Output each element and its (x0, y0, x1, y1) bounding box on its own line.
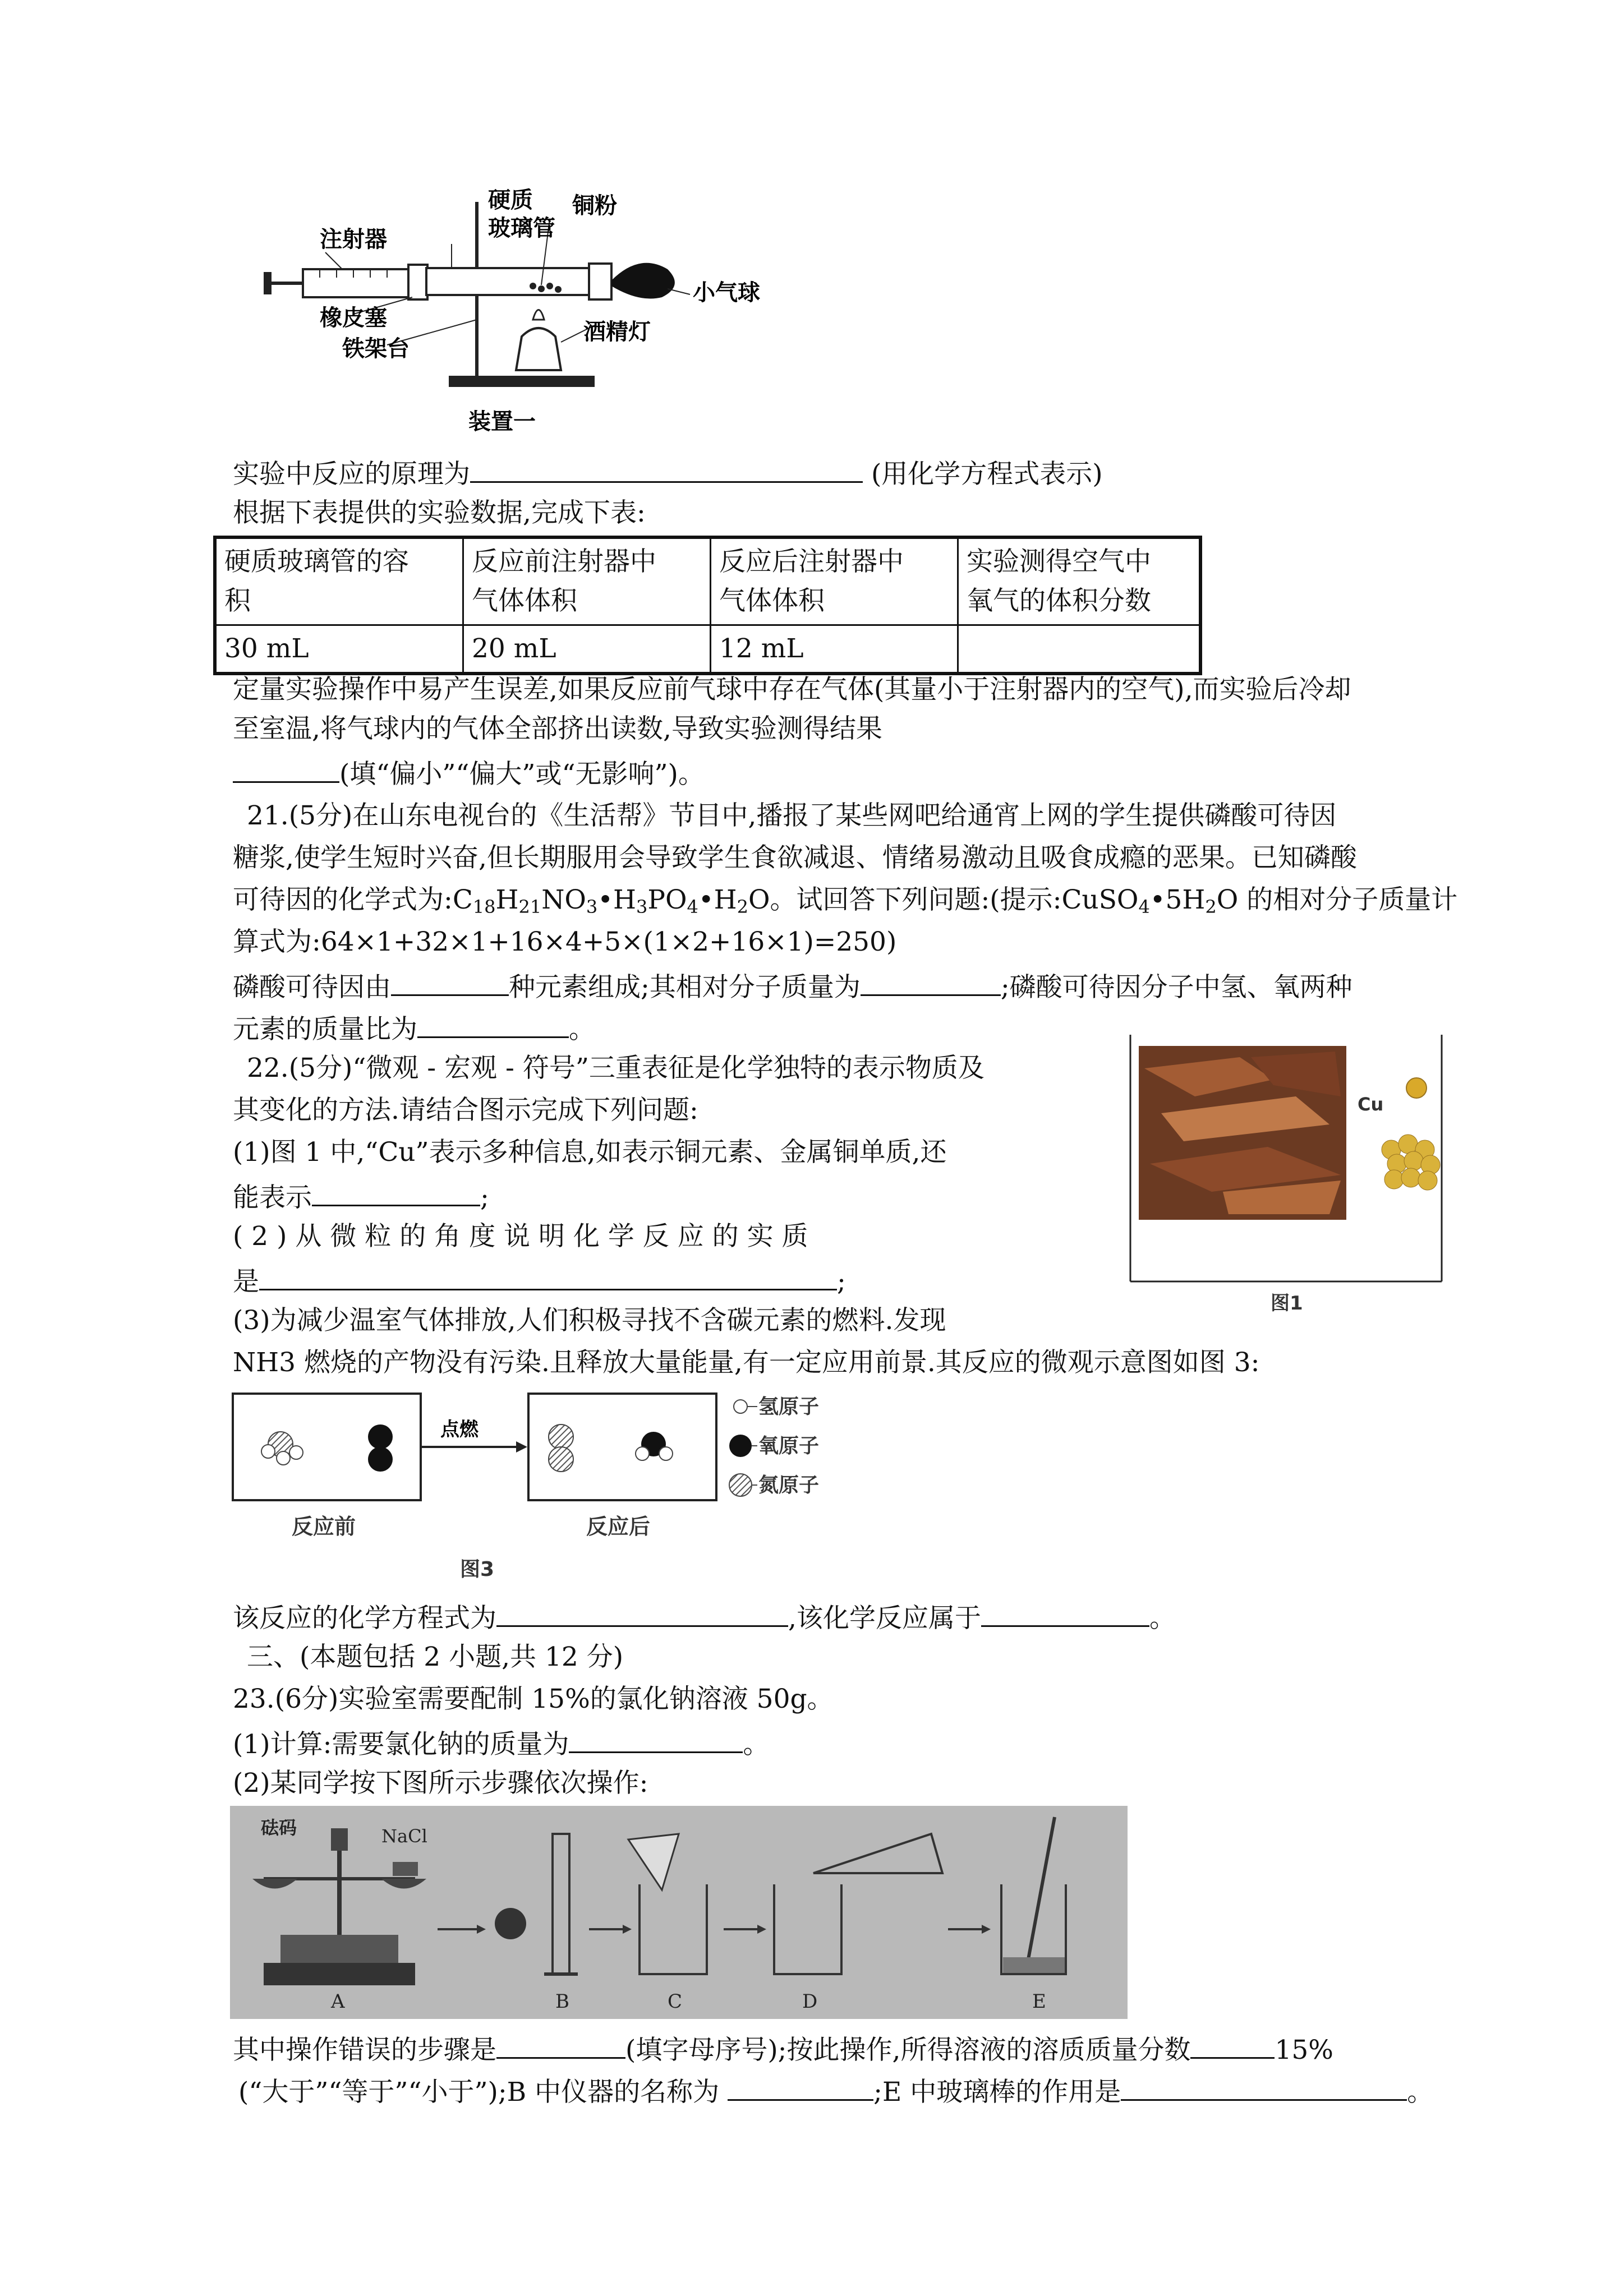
blank-wrong-step[interactable] (496, 2030, 625, 2059)
syringe-barrel (303, 269, 410, 297)
label-nacl: NaCl (381, 1825, 427, 1847)
figure-3-caption: 图3 (460, 1558, 495, 1581)
cu-atom (1406, 1078, 1427, 1098)
blank-equation[interactable] (470, 454, 863, 483)
figure-1-caption: 图1 (1271, 1292, 1303, 1315)
blank-reaction-essence[interactable] (259, 1262, 837, 1290)
q20-table-intro: 根据下表提供的实验数据,完成下表: (233, 497, 646, 528)
q23-line1: 23.(6分)实验室需要配制 15%的氯化钠溶液 50g。 (233, 1684, 834, 1714)
alcohol-lamp (516, 328, 561, 370)
label-stopper: 橡皮塞 (320, 305, 387, 331)
blank-rod-purpose[interactable] (1121, 2072, 1407, 2101)
legend-nitrogen: 氮原子 (758, 1474, 820, 1497)
q22-line4: 能表示 ; (233, 1178, 489, 1215)
table-header-row (215, 537, 1200, 625)
before-box (233, 1394, 421, 1500)
blank-compare[interactable] (1190, 2030, 1275, 2059)
legend-oxygen: 氧原子 (758, 1435, 820, 1458)
q22-line1: 22.(5分)“微观 - 宏观 - 符号”三重表征是化学独特的表示物质及 (247, 1053, 984, 1084)
table-cell: 12 mL (711, 625, 958, 674)
q23-line4: 其中操作错误的步骤是 (填字母序号);按此操作,所得溶液的溶质质量分数 15% (233, 2030, 1333, 2067)
q22-line3: (1)图 1 中,“Cu”表示多种信息,如表示铜元素、金属铜单质,还 (233, 1137, 947, 1168)
q22-line8: NH3 燃烧的产物没有污染.且释放大量能量,有一定应用前景.其反应的微观示意图如图 3: (233, 1347, 1260, 1378)
q20-error-line1: 定量实验操作中易产生误差,如果反应前气球中存在气体(其量小于注射器内的空气),而实验后冷却 (233, 674, 1351, 705)
legend-hydrogen: 氢原子 (758, 1395, 820, 1418)
label-balloon: 小气球 (693, 280, 760, 306)
table-header-cell: 实验测得空气中 氧气的体积分数 (958, 537, 1201, 625)
blank-molecular-mass[interactable] (861, 967, 1001, 996)
q23-line5: (“大于”“等于”“小于”);B 中仪器的名称为 ;E 中玻璃棒的作用是 。 (238, 2072, 1433, 2109)
hard-glass-tube (426, 268, 595, 295)
q22-line9: 该反应的化学方程式为 ,该化学反应属于 。 (233, 1598, 1176, 1635)
cu-atom-cluster (1382, 1135, 1440, 1190)
q21-line3: 可待因的化学式为$:C_{18}H_{21}NO_3•H_3PO_4•H_2O$。试回答下列问题:(提示$:CuSO_4•5H_2O$ 的相对分子质量计 (233, 884, 1458, 918)
blank-instrument-name[interactable] (728, 2072, 873, 2101)
label-hard-tube-1: 硬质 (488, 187, 533, 213)
table-cell: 30 mL (215, 625, 463, 674)
blank-result[interactable] (233, 754, 339, 783)
section-3-title: 三、(本题包括 2 小题,共 12 分) (247, 1642, 624, 1672)
q21-line6: 元素的质量比为 。 (233, 1009, 595, 1046)
q22-line5: ( 2 ) 从 微 粒 的 角 度 说 明 化 学 反 应 的 实 质 (233, 1221, 808, 1252)
figure-3 (230, 1391, 931, 1587)
blank-reaction-type[interactable] (981, 1598, 1149, 1627)
label-cu: Cu (1358, 1094, 1384, 1115)
q23-line2: (1)计算:需要氯化钠的质量为 。 (233, 1725, 769, 1762)
q23-line3: (2)某同学按下图所示步骤依次操作: (233, 1768, 648, 1799)
after-label: 反应后 (586, 1514, 651, 1539)
figure-3-drawing (230, 1391, 931, 1587)
steps-drawing (230, 1806, 1128, 2019)
before-label: 反应前 (292, 1514, 356, 1539)
q20-error-line2: 至室温,将气球内的气体全部挤出读数,导致实验测得结果 (233, 713, 882, 744)
figure-caption-apparatus: 装置一 (468, 409, 536, 435)
q22-line6: 是 ; (233, 1262, 846, 1299)
q20-principle-line: 实验中反应的原理为 (用化学方程式表示) (233, 454, 1103, 491)
q21-line5: 磷酸可待因由 种元素组成;其相对分子质量为 ;磷酸可待因分子中氢、氧两种 (233, 967, 1352, 1004)
data-table (213, 536, 1202, 675)
step-label-d: D (802, 1990, 818, 2013)
q21-line1: 21.(5分)在山东电视台的《生活帮》节目中,播报了某些网吧给通宵上网的学生提供磷酸可待因 (247, 800, 1337, 831)
blank-element-count[interactable] (391, 967, 509, 996)
label-syringe: 注射器 (320, 227, 387, 252)
table-header-cell: 反应后注射器中 气体体积 (711, 537, 958, 625)
step-label-c: C (668, 1990, 683, 2013)
step-label-e: E (1032, 1990, 1046, 2013)
blank-nacl-mass[interactable] (569, 1725, 743, 1753)
label-weights: 砝码 (261, 1817, 297, 1838)
table-header-cell: 反应前注射器中 气体体积 (463, 537, 711, 625)
stand-base (449, 376, 595, 387)
stopper (408, 265, 427, 299)
apparatus-drawing (258, 185, 819, 443)
blank-mass-ratio[interactable] (417, 1009, 569, 1038)
label-copper-powder: 铜粉 (572, 193, 617, 219)
balloon (611, 263, 675, 299)
step-label-a: A (331, 1990, 345, 2013)
blank-equation-nh3[interactable] (496, 1598, 788, 1627)
q21-line4: 算式为:64×1+32×1+16×4+5×(1×2+16×1)=250) (233, 926, 897, 957)
blank-cu-meaning[interactable] (312, 1178, 480, 1206)
figure-1-drawing (1128, 1035, 1459, 1315)
step-label-b: B (555, 1990, 569, 2013)
q20-error-line3: (填“偏小”“偏大”或“无影响”)。 (233, 754, 705, 791)
q21-line2: 糖浆,使学生短时兴奋,但长期服用会导致学生食欲减退、情绪易激动且吸食成瘾的恶果。已知磷酸 (233, 842, 1357, 873)
table-cell: 20 mL (463, 625, 711, 674)
table-answer-cell[interactable] (958, 625, 1201, 674)
label-lamp: 酒精灯 (583, 319, 651, 345)
label-stand: 铁架台 (342, 336, 410, 362)
q22-line7: (3)为减少温室气体排放,人们积极寻找不含碳元素的燃料.发现 (233, 1305, 946, 1336)
table-header-cell: 硬质玻璃管的容 积 (215, 537, 463, 625)
table-row (215, 625, 1200, 674)
figure-1 (1128, 1035, 1459, 1315)
steps-photo-bg (230, 1806, 1128, 2019)
steps-figure (230, 1806, 1128, 2019)
q22-line2: 其变化的方法.请结合图示完成下列问题: (233, 1095, 698, 1126)
apparatus-figure (258, 185, 819, 443)
arrow-label: 点燃 (440, 1418, 479, 1441)
label-hard-tube-2: 玻璃管 (488, 215, 555, 241)
